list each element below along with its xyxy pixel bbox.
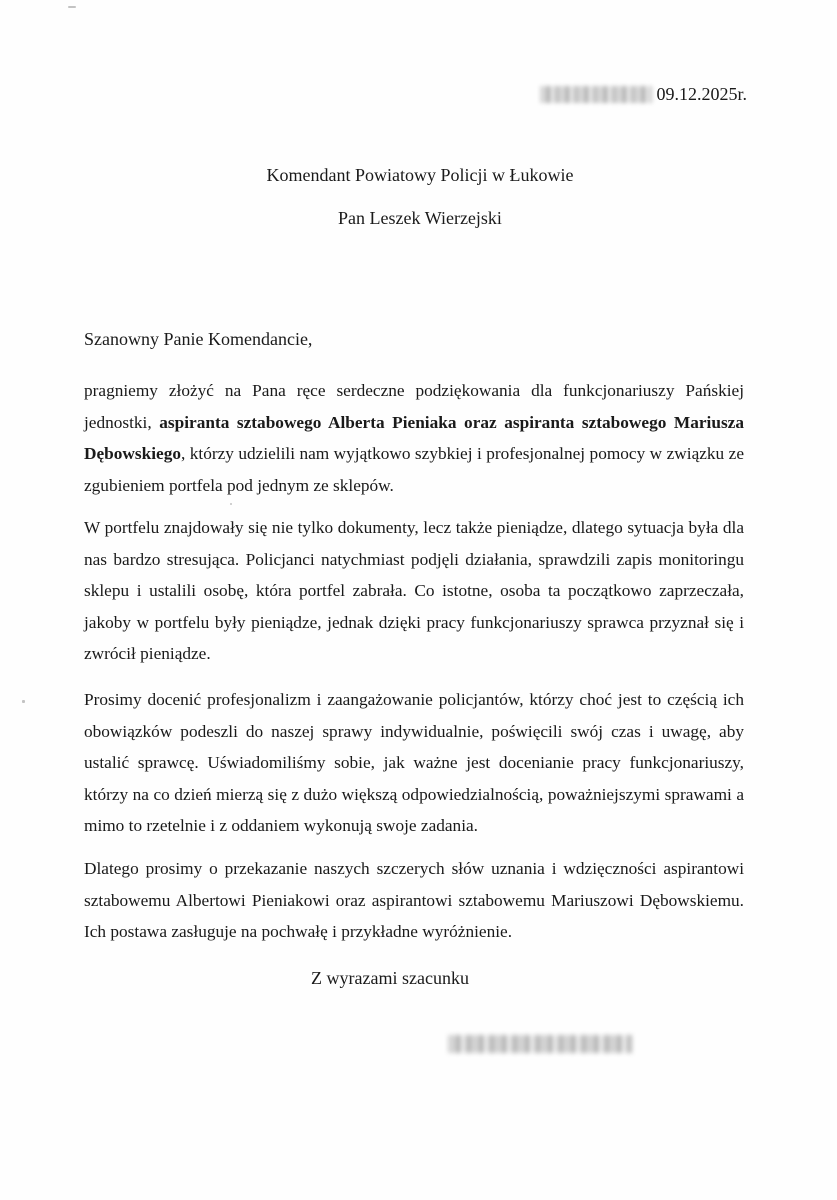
paragraph-1-text-end: , którzy udzielili nam wyjątkowo szybkiej i profesjonalnej pomocy w związku ze zgubieniem portfela pod jednym ze sklepów. [84,444,744,495]
officer-names-bold: aspiranta sztabowego Alberta Pieniaka oraz aspiranta sztabowego Mariusza Dębowskiego [84,412,744,463]
paragraph-2: W portfelu znajdowały się nie tylko dokumenty, lecz także pieniądze, dlatego sytuacja była dla nas bardzo stresująca. Policjanci natychmiast podjęli działania, sprawdzili zapis monitoringu sklepu i ustalili osobę, która portfel zabrała. Co istotne, osoba ta początkowo zaprzeczała, jakoby w portfelu były pieniądze, jednak dzięki pracy funkcjonariuszy sprawca przyznał się i zwrócił pieniądze. [84,518,744,663]
scan-speck [230,503,232,505]
scan-speck [68,6,76,8]
paragraph-1-text-start: pragniemy złożyć na Pana ręce serdeczne podziękowania dla funkcjonariuszy Pańskiej jednostki, [84,381,744,432]
paragraph-3: Prosimy docenić profesjonalizm i zaangażowanie policjantów, którzy choć jest to częścią ich obowiązków podeszli do naszej sprawy indywidualnie, poświęcili swój czas i uwagę, aby ustalić sprawcę. Uświadomiliśmy sobie, jak ważne jest docenianie pracy funkcjonariuszy, którzy na co dzień mierzą się z dużo większą odpowiedzialnością, poważniejszymi sprawami a mimo to rzetelnie i z oddaniem wykonują swoje zadania. [84,690,744,835]
redacted-place-name [540,86,652,103]
addressee-name: Pan Leszek Wierzejski [338,208,502,228]
paragraph-1 [84,375,744,501]
paragraph-4: Dlatego prosimy o przekazanie naszych szczerych słów uznania i wdzięczności aspirantowi sztabowemu Albertowi Pieniakowi oraz aspirantowi sztabowemu Mariuszowi Dębowskiemu. Ich postawa zasługuje na pochwałę i przykładne wyróżnienie. [84,859,744,941]
closing-phrase: Z wyrazami szacunku [311,968,469,988]
date-line [540,84,747,105]
redacted-signature [448,1035,632,1053]
addressee-title: Komendant Powiatowy Policji w Łukowie [266,165,574,185]
letter-date: 09.12.2025r. [656,84,747,104]
scan-speck [22,700,25,703]
salutation: Szanowny Panie Komendancie, [84,329,313,349]
